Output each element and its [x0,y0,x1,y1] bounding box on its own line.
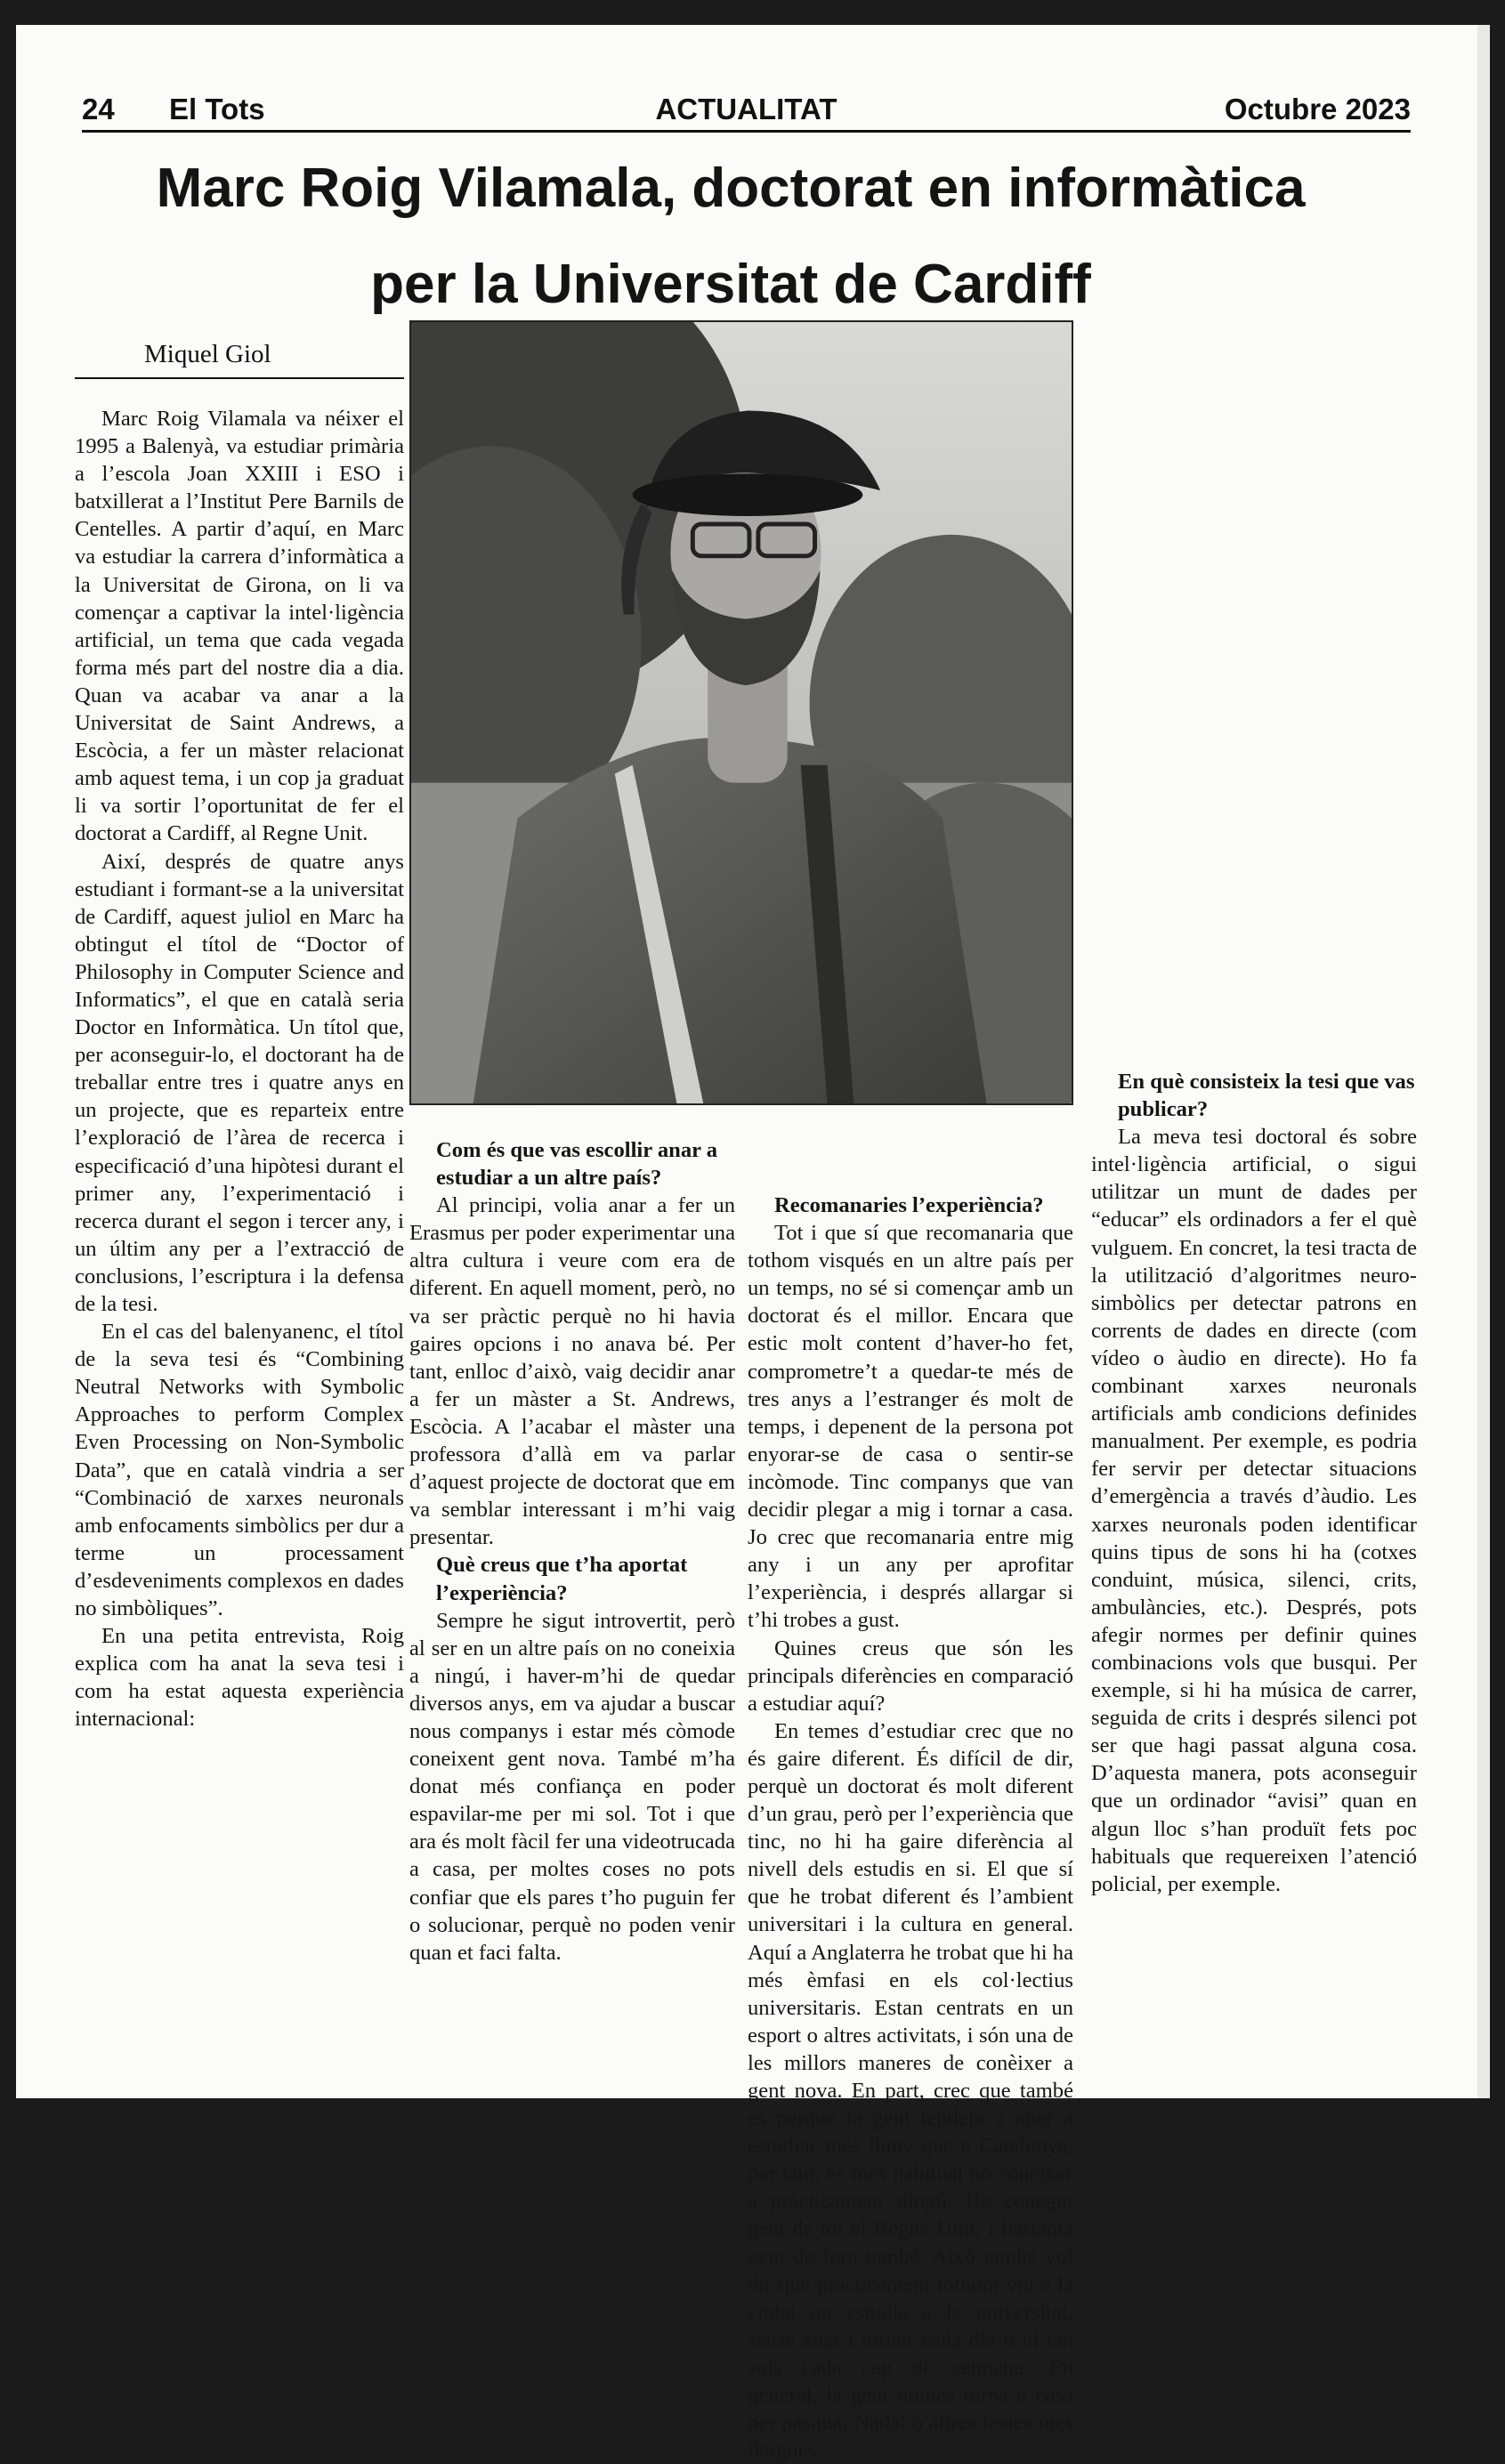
interview-answer-5: La meva tesi doctoral és sobre intel·ligència artificial, o sigui utilitzar un munt de dades per “educar” els ordinadors a fer el què vulguem. En concret, la tesi tracta de la utilització d’algoritmes neuro-simbòlics per detectar patrons en corrents de dades en directe (com vídeo o àudio en directe). Ho fa combinant xarxes neuronals artificials amb condicions definides manualment. Per exemple, es podria fer servir per detectar situacions d’emergència a través d’àudio. Les xarxes neuronals poden identificar quins tipus de sons hi ha (cotxes conduint, música, silenci, crits, ambulàncies, etc.). Després, pots afegir normes per definir quines combinacions vols que busqui. Per exemple, si hi ha música de carrer, seguida de crits i després silenci pot ser que hagi passat alguna cosa. D’aquesta manera, pots aconseguir que un ordinador “avisi” quan en algun lloc s’han produït fets poc habituals que requereixen l’atenció policial, per exemple. [1091,1125,1417,1896]
article-column-3 [748,1136,1073,2464]
intro-paragraph-2: Així, després de quatre anys estudiant i formant-se a la universitat de Cardiff, aquest juliol en Marc ha obtingut el títol de “Doctor of Philosophy in Computer Science and Informatics”, el que en català seria Doctor en Informàtica. Un títol que, per aconseguir-lo, el doctorant ha de treballar entre tres i quatre anys en un projecte, que es reparteix entre l’exploració de l’àrea de recerca i especificació d’una hipòtesi durant el primer any, l’experimentació i recerca durant el segon i tercer any, i un últim any per a l’extracció de conclusions, l’escriptura i la defensa de la tesi. [75,849,404,1316]
page-number: 24 [82,93,115,125]
page-header [82,94,1411,133]
section-name: ACTUALITAT [655,93,837,125]
interview-answer-4: En temes d’estudiar crec que no és gaire diferent. És difícil de dir, perquè un doctorat és molt diferent d’un grau, però per l’experiència que tinc, no hi ha gaire diferència al nivell dels estudis en si. El que sí que he trobat diferent és l’ambient universitari i la cultura en general. Aquí a Anglaterra he trobat que hi ha més èmfasi en els col·lectius universitaris. Estan centrats en un esport o altres activitats, i són una de les millors maneres de conèixer a gent nova. En part, crec que també és perquè la gent tendeix a anar a estudiar més lluny que a Catalunya, per tant, és més habitual no conèixer a pràcticament ningú. He conegut gent de tot el Regne Unit, i bastanta gent de fora també. Això també vol dir que pràcticament tothom viu a la ciutat on estudia a la universitat, sense anar i tornar cada dia o ni tan sols cada cap de setmana. En general, la gent només torna a casa per pasqua, Nadal o altres festes més llargues. [748,1718,1073,2463]
issue-date: Octubre 2023 [1224,93,1411,125]
headline-line-1: Marc Roig Vilamala, doctorat en informàtica [156,158,1306,219]
intro-paragraph-1: Marc Roig Vilamala va néixer el 1995 a Balenyà, va estudiar primària a l’escola Joan XXIII i ESO i batxillerat a l’Institut Pere Barnils de Centelles. A partir d’aquí, en Marc va estudiar la carrera d’informàtica a la Universitat de Girona, on li va començar a captivar la intel·ligència artificial, un tema que cada vegada forma més part del nostre dia a dia. Quan va acabar va anar a la Universitat de Saint Andrews, a Escòcia, a fer un màster relacionat amb aquest tema, i un cop ja graduat li va sortir l’oportunitat de fer el doctorat a Cardiff, al Regne Unit. [75,407,404,846]
page-edge [1477,25,1490,2098]
intro-paragraph-4: En una petita entrevista, Roig explica com ha anat la seva tesi i com ha estat aquesta experiència internacional: [75,1624,404,1732]
interview-question-2: Què creus que t’ha aportat l’experiència? [436,1553,688,1605]
article-column-1 [75,405,404,1733]
interview-question-4: Quines creus que són les principals diferències en comparació a estudiar aquí? [748,1636,1073,1716]
article-headline [53,141,1408,333]
article-column-4 [1091,320,1417,1898]
article-author: Miquel Giol [144,340,271,368]
intro-paragraph-3: En el cas del balenyanenc, el títol de la seva tesi és “Combining Neutral Networks with Symbolic Approaches to perform Complex Even Processing on Non-Symbolic Data”, que en català vindria a ser “Combinació de xarxes neuronals amb enfocaments simbòlics per dur a terme un processament d’esdeveniments complexos en dades no simbòliques”. [75,1320,404,1621]
interview-answer-3: Tot i que sí que recomanaria que tothom visqués en un altre país per un temps, no sé si començar amb un doctorat és el millor. Encara que estic molt content d’haver-ho fet, comprometre’t a quedar-te més de tres anys a l’estranger és molt de temps, i depenent de la persona pot enyorar-se de casa o sentir-se incòmode. Tinc companys que van decidir plegar a mig i tornar a casa. Jo crec que recomanaria entre mig any i un any per aprofitar l’experiència, i després allargar si t’hi trobes a gust. [748,1221,1073,1633]
publication-name: El Tots [169,93,265,125]
photo-graduate-portrait [411,322,1072,1103]
interview-answer-1: Al principi, volia anar a fer un Erasmus per poder experimentar una altra cultura i veure com era de diferent. En aquell moment, però, no va ser pràctic perquè no hi havia gaires opcions i no anava bé. Per tant, enlloc d’això, vaig decidir anar a fer un màster a St. Andrews, Escòcia. A l’acabar el màster una professora d’allà em va parlar d’aquest projecte de doctorat que em va semblar interessant i m’hi vaig presentar. [409,1193,735,1550]
interview-question-5: En què consisteix la tesi que vas publicar? [1118,1070,1415,1122]
headline-line-2: per la Universitat de Cardiff [370,254,1091,315]
interview-question-3: Recomanaries l’experiència? [774,1193,1044,1217]
graduate-portrait-photo [409,320,1073,1105]
author-divider [75,377,404,379]
interview-answer-2: Sempre he sigut introvertit, però al ser en un altre país on no coneixia a ningú, i haver-m’hi de quedar diversos anys, em va ajudar a buscar nous companys i estar més còmode coneixent gent nova. També m’ha donat més confiança en poder espavilar-me per mi sol. Tot i que ara és molt fàcil fer una videotrucada a casa, per moltes coses no pots confiar que els pares t’ho puguin fer o solucionar, perquè no poden venir quan et faci falta. [409,1608,735,1965]
interview-question-1: Com és que vas escollir anar a estudiar a un altre país? [436,1138,718,1191]
article-column-2 [409,1136,735,1967]
